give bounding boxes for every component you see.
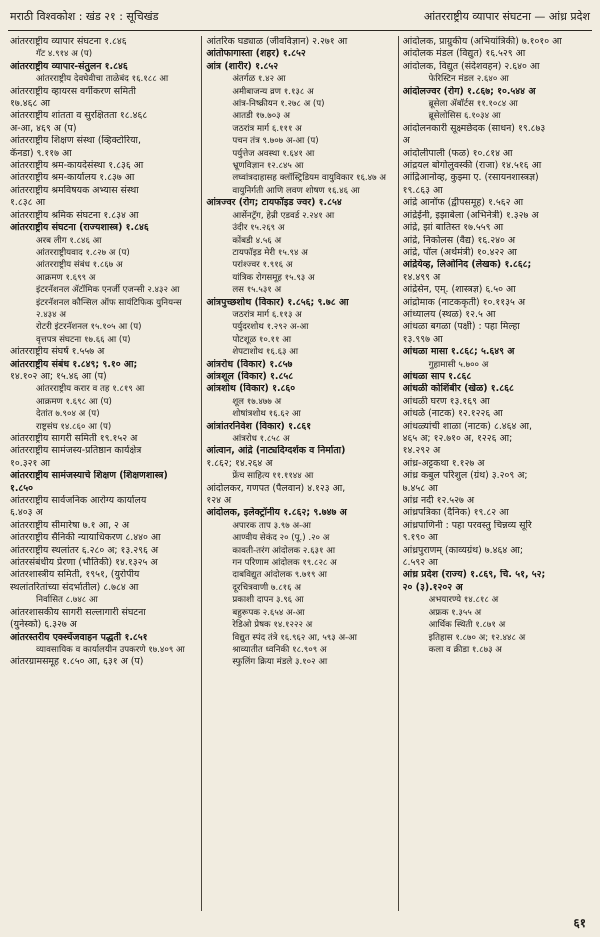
index-subentry: आक्रमण १.६९९ अ xyxy=(36,272,96,283)
index-entry: आंत्रशूल (विकार) १.८५८ xyxy=(206,370,294,382)
index-entry: आंतरराष्ट्रीय स्थलांतर ६.२८० अ; १३.२९६ अ xyxy=(10,544,158,556)
index-entry: आंतरराष्ट्रीय श्रम-कार्यालय १.८३७ आ xyxy=(10,172,135,184)
index-entry: आंत्वान, आंद्रे (नाट्यदिग्दर्शक व निर्माता) xyxy=(206,445,346,457)
index-entry: आंतरशास्त्रीय समिती, १९५१, (युरोपीय xyxy=(10,569,140,581)
index-entry: आंतरराष्ट्रीय सार्वजनिक आरोग्य कार्यालय xyxy=(10,495,147,507)
index-entry: आंतरराष्ट्रीय शिक्षण संस्था (व्हिक्टोरिया, xyxy=(10,135,141,147)
index-subentry: गुहामासी ५.७०० अ xyxy=(428,359,489,370)
index-entry: आंतरराष्ट्रीय सीमारेषा ७.१ आ, २ अ xyxy=(10,519,130,531)
index-entry: आंद्रे, निकोलस (वैद्य) १६.२४० अ xyxy=(402,234,516,246)
index-subentry: आर्थिक स्थिती १.८७१ अ xyxy=(428,620,506,631)
index-subentry: कावती-तरंग आंदोलक २.६३१ आ xyxy=(232,545,335,556)
index-subentry: आंतरराष्ट्रीयवाद १.८२७ अ (प) xyxy=(36,247,130,258)
index-entry: आंतरराष्ट्रीय श्रम-कायदेसंस्था १.८३६ आ xyxy=(10,160,144,172)
index-entry: आंतरसंबंधीय प्रेरणा (भौतिकी) १४.१३२५ अ xyxy=(10,557,158,569)
index-subentry: शोषांत्रशोथ १६.६२ आ xyxy=(232,409,301,420)
index-subentry: पर्युदरशोथ १.२९२ अ-आ xyxy=(232,322,309,333)
index-subentry: अमीबाजन्य व्रण १.१३८ अ xyxy=(232,86,314,97)
index-entry: स्थलांतरितांच्या संदर्भातील) ८.७८४ आ xyxy=(10,581,139,593)
index-subentry: लघ्वांत्रदाहासह क्लॉस्ट्रिडियम वायुविकार १६.४७ अ xyxy=(232,173,386,184)
index-entry: आंदोलज्वर (रोग) १.८६७; १०.५४४ अ xyxy=(402,85,536,97)
index-subentry: देतांत ७.९०४ अ (प) xyxy=(36,409,100,420)
index-entry: आंध्र-अट्टकथा १.१२७ अ xyxy=(402,457,485,469)
index-entry: आंद्रेसेन, एम्. (शास्त्रज्ञ) ६.५० आ xyxy=(402,284,516,296)
index-subentry: लस १५.५३१ अ xyxy=(232,285,282,296)
index-entry: आंधळा साप १.८६८ xyxy=(402,370,472,382)
index-entry: आंद्रेईनी, इझाबेला (अभिनेत्री) १.३२७ अ xyxy=(402,209,539,221)
index-subentry: ब्रूसेलोसिस ६.१०३४ आ xyxy=(428,111,501,122)
index-entry: आंतरराष्ट्रीय संबंध १.८४९; ९.१० आ; xyxy=(10,358,138,370)
index-entry: आंदोलक मंडल (विद्युत) १६.५२९ आ xyxy=(402,48,526,60)
index-entry: आंद्रिआनोव्ह, कुझ्मा ए. (रसायनशास्त्रज्ञ) xyxy=(402,172,539,184)
index-entry: आंद्रयल बोगोलुवस्की (राजा) १४.५१६ आ xyxy=(402,160,542,172)
index-entry: १.८६२; १४.२६४ अ xyxy=(206,457,273,469)
index-entry: आंधळ्यांची शाळा (नाटक) ८.४६४ आ, xyxy=(402,420,532,432)
index-subentry: निर्वासित ८.७४८ आ xyxy=(36,595,98,606)
index-entry: १.८३८ आ xyxy=(10,197,46,209)
index-entry: आंतरराष्ट्रीय व्हायरस वर्गीकरण समिती xyxy=(10,85,136,97)
index-entry: आंतरराष्ट्रीय सामंजस्य-प्रतिष्ठान कार्यक्षेत्र xyxy=(10,445,142,457)
index-entry: आंत्रांतरनिवेश (विकार) १.८६१ xyxy=(206,420,312,432)
index-subentry: फ्रेंच साहित्य ११.११४४ आ xyxy=(232,471,314,482)
index-entry: आंध्यालय (स्थळ) १२.५ आ xyxy=(402,308,496,320)
index-subentry: इतिहास १.८७० अ; १२.४४८ अ xyxy=(428,632,526,643)
index-entry: आंतरराष्ट्रीय संघर्ष १.५५७ अ xyxy=(10,346,105,358)
index-subentry: टायफॉइड मेरी १५.९४ अ xyxy=(232,247,308,258)
index-subentry: २.४३४ अ xyxy=(36,309,66,320)
index-entry: आंधळा बगळा (पक्षी) : पहा मिल्हा xyxy=(402,321,520,333)
index-entry: आंद्रे, झां बातिस्त १७.५५९ आ xyxy=(402,222,504,234)
index-subentry: फेरिस्टिन मंडल २.६४० आ xyxy=(428,74,509,85)
index-subentry: आण्वीय सेकंद २० (पू.) .२० अ xyxy=(232,533,330,544)
index-entry: १४.४९९ अ xyxy=(402,271,441,283)
index-entry: आंद्रे आनॉफ (द्वीपसमूह) १.५६२ आ xyxy=(402,197,524,209)
page-header xyxy=(10,6,590,26)
index-subentry: रोटरी इंटरनॅशनल १५.१०५ आ (प) xyxy=(36,322,142,333)
index-subentry: अंतर्गळ १.४२ आ xyxy=(232,74,286,85)
index-subentry: अभयारण्ये १४.८१८ अ xyxy=(428,595,499,606)
index-subentry: वायुनिर्गती आणि लवण शोषण १६.४६ आ xyxy=(232,185,360,196)
index-entry: आंदोलक, इलेक्ट्रॉनीय १.८६२; ९.७४७ अ xyxy=(206,507,347,519)
index-entry: आंधळा मासा १.८६८; ५.६४९ अ xyxy=(402,346,515,358)
index-subentry: बहुरूपक २.६५४ अ-आ xyxy=(232,607,305,618)
index-subentry: यांत्रिक रोगसमूह १५.९३ अ xyxy=(232,272,315,283)
index-entry: आंदोलक, प्राग्रुकीय (अभियांत्रिकी) ७.१०१० आ xyxy=(402,36,562,47)
index-entry: १२४ अ xyxy=(206,495,232,507)
index-entry: आंतरस्तरीय एक्स्चेंजवाहन पद्धती १.८५१ xyxy=(10,631,148,643)
index-subentry: वृत्तपत्र संघटना १७.६६ आ (प) xyxy=(36,334,131,345)
index-subentry: पोटशूळ १०.११ आ xyxy=(232,334,291,345)
index-entry: (युनेस्को) ६.३२७ अ xyxy=(10,619,77,631)
index-subentry: आंत्र-निष्क्रीयन १.२७८ अ (प) xyxy=(232,99,325,110)
index-subentry: इंटरनॅशनल ॲटॉमिक एनर्जी एजन्सी २.४३२ आ xyxy=(36,285,180,296)
index-entry: आंदोलकर, गणपत (पैलवान) ४.१२३ आ, xyxy=(206,482,346,494)
index-entry: १०.३२१ आ xyxy=(10,457,50,469)
index-entry: आंध्रपत्रिका (दैनिक) १९.८२ आ xyxy=(402,507,509,519)
index-entry: आंतरराष्ट्रीय व्यापार संघटना १.८४६ xyxy=(10,36,127,47)
index-entry: आंत्रपुच्छशोथ (विकार) १.८५६; ९.७८ आ xyxy=(206,296,349,308)
index-subentry: पचन तंत्र ९.७०७ अ-आ (प) xyxy=(232,136,319,147)
index-entry: आंतरराष्ट्रीय सामंजस्याचे शिक्षण (शिक्षणशास्त्र) xyxy=(10,470,168,482)
index-entry: आंध्र कबुल परिशुल (ग्रंथ) ३.२०९ अ; xyxy=(402,470,528,482)
index-entry: आंदोलीपाली (फळ) १०.८१४ आ xyxy=(402,147,513,159)
index-entry: आंतरिक घड्याळ (जीवविज्ञान) २.२७१ आ xyxy=(206,36,348,47)
index-subentry: ब्रूसेला ॲबॉर्टस ११.१०८४ आ xyxy=(428,99,518,110)
index-subentry: रेडिओ प्रेषक १४.१२२२ अ xyxy=(232,620,313,631)
index-entry: १४.२९२ अ xyxy=(402,445,441,457)
index-entry: २० (३).१२०२ अ xyxy=(402,581,463,593)
index-entry: आंद्रेयेव्ह, लिओनिद (लेखक) १.८६८; xyxy=(402,259,532,271)
index-columns xyxy=(6,36,594,911)
index-entry: आंतरराष्ट्रीय व्यापार-संतुलन १.८४६ xyxy=(10,60,128,72)
index-entry: आंतोफागास्ता (शहर) १.८५२ xyxy=(206,48,306,60)
index-subentry: आंतरराष्ट्रीय करार व तह १.८१९ आ xyxy=(36,384,145,395)
index-entry: अ xyxy=(402,135,410,147)
index-subentry: भ्रूणविज्ञान १२.८४५ आ xyxy=(232,161,304,172)
index-subentry: व्यावसायिक व कार्यालयीन उपकरणे १७.४०९ आ xyxy=(36,644,185,655)
index-entry: आंतरराष्ट्रीय श्रमविषयक अभ्यास संस्था xyxy=(10,184,139,196)
index-subentry: राष्ट्रसंघ १४.८६० आ (प) xyxy=(36,421,112,432)
index-subentry: आंतरराष्ट्रीय संबंध १.८६७ अ xyxy=(36,260,123,271)
index-column-1 xyxy=(6,36,201,911)
index-subentry: जठरांत्र मार्ग ६.१११ अ xyxy=(232,123,302,134)
running-head-right: आंतरराष्ट्रीय व्यापार संघटना — आंध्र प्रदेश xyxy=(423,9,590,23)
index-subentry: श्राव्यातीत ध्वनिकी १८.९०९ अ xyxy=(232,644,327,655)
index-entry: ८.५९२ आ xyxy=(402,557,438,569)
index-entry: १४.१०२ आ; १५.४६ आ (प) xyxy=(10,370,107,382)
index-entry: १३.९९७ आ xyxy=(402,333,443,345)
index-subentry: इंटरनॅशनल कौन्सिल ऑफ सायंटिफिक युनियन्स xyxy=(36,297,182,308)
index-entry: आंतरराष्ट्रीय सागरी समिती १९.१५२ अ xyxy=(10,433,138,444)
header-divider xyxy=(8,30,592,31)
index-entry: आंत्ररोध (विकार) १.८५७ xyxy=(206,358,293,370)
index-subentry: आंत्ररोध १.८५८ अ xyxy=(232,434,290,444)
index-subentry: प्रकाशी दापन ३.९६ आ xyxy=(232,595,304,606)
running-head-left: मराठी विश्वकोश : खंड २१ : सूचिखंड xyxy=(10,9,159,23)
index-subentry: कोंबडी ४.५६ अ xyxy=(232,235,282,246)
index-subentry: आर्सेनट्रॅग, हेन्री एडवर्ड २.२४१ आ xyxy=(232,210,335,221)
index-entry: आंधळी घरण १३.१६९ आ xyxy=(402,395,490,407)
index-entry: ७.४५८ आ xyxy=(402,482,438,494)
index-entry: आंतरराष्ट्रीय सैनिकी न्यायाधिकरण ८.४४० आ xyxy=(10,532,161,544)
index-entry: ९.१९० आ xyxy=(402,532,438,544)
index-subentry: अरब लीग १.८४६ आ xyxy=(36,235,102,246)
index-entry: अ-आ, ४६९ अ (प) xyxy=(10,122,77,134)
index-subentry: शेपटाशोथ १६.६३ आ xyxy=(232,347,299,358)
index-entry: आंध्र प्रदेश (राज्य) १.८६९, चि. ५१, ५२; xyxy=(402,569,546,581)
index-subentry: विद्युत स्पंद तंत्रे १६.९६२ आ, ५९३ अ-आ xyxy=(232,632,357,643)
index-subentry: कला व क्रीडा १.८७३ अ xyxy=(428,644,502,655)
index-subentry: परांश्ज्वर १.९१६ अ xyxy=(232,260,293,271)
index-entry: आंधळी कोशिंबीर (खेळ) १.८६८ xyxy=(402,383,514,395)
index-subentry: आक्रमण १.६९८ आ (प) xyxy=(36,396,112,407)
index-entry: आंधळे (नाटक) १२.१२२६ आ xyxy=(402,408,503,420)
index-subentry: उंदीर १५.२६९ अ xyxy=(232,223,285,234)
index-column-3 xyxy=(398,36,594,911)
page-number: ६१ xyxy=(573,916,586,930)
index-entry: १९.८६३ आ xyxy=(402,184,443,196)
index-column-2 xyxy=(201,36,397,911)
index-subentry: आंतरराष्ट्रीय देवघेवीचा ताळेबंद १६.१८८ आ xyxy=(36,74,169,85)
index-subentry: दाबविद्युत आंदोलक ९.७१९ आ xyxy=(232,570,327,581)
index-entry: आंतरशासकीय सागरी सल्लागारी संघटना xyxy=(10,606,146,618)
index-entry: आंध्रपुराणम् (काव्यग्रंथ) ७.४६४ आ; xyxy=(402,544,524,556)
index-entry: ६.४०३ अ xyxy=(10,507,43,519)
index-subentry: अफ्रक १.३५५ अ xyxy=(428,607,482,618)
index-entry: आंद्रे, पॉल (अर्थमंत्री) १०.४२२ आ xyxy=(402,246,517,258)
index-entry: आंतरग्रामसमूह १.८५० आ, ६३१ अ (प) xyxy=(10,656,144,668)
index-entry: आंतरराष्ट्रीय शांतता व सुरक्षितता १८.४६८ xyxy=(10,110,148,122)
index-subentry: शूल १७.४७७ अ xyxy=(232,396,282,407)
index-subentry: आतडी १७.७०३ अ xyxy=(232,111,290,122)
index-entry: आंध्र नदी १२.५२७ अ xyxy=(402,495,475,507)
index-subentry: गन परिणाम आंदोलक १९.८२८ अ xyxy=(232,558,337,569)
index-entry: १७.४६८ आ xyxy=(10,98,50,110)
index-subentry: जठरांत्र मार्ग ६.११३ अ xyxy=(232,309,302,320)
index-entry: आंदोलक, विद्युत (संदेशवहन) २.६४० आ xyxy=(402,60,540,72)
index-entry: आंतरराष्ट्रीय श्रमिक संघटना १.८३४ आ xyxy=(10,209,139,221)
index-entry: आंतरराष्ट्रीय संघटना (राज्यशास्त्र) १.८४६ xyxy=(10,222,149,234)
index-entry: आंत्र (शारीर) १.८५२ xyxy=(206,60,279,72)
index-entry: १.८५० xyxy=(10,482,34,494)
index-entry: आंत्रज्वर (रोग; टायफॉइड ज्वर) १.८५४ xyxy=(206,197,342,209)
index-entry: आंध्रपाणिनी : पहा परवस्तु चिन्नव्य सूरि xyxy=(402,519,532,531)
index-entry: आंद्रोमाक (नाटककृती) १०.११३५ अ xyxy=(402,296,526,308)
index-entry: कॅनडा) ९.११७ आ xyxy=(10,147,72,159)
index-subentry: दूरचित्रवाणी ७.८१६ अ xyxy=(232,582,301,593)
index-subentry: अपारक ताप ३.९७ अ-आ xyxy=(232,520,311,531)
index-entry: आंत्रशोथ (विकार) १.८६० xyxy=(206,383,296,395)
index-entry: ४६५ अ; १२.७१० अ, १२२६ आ; xyxy=(402,433,513,444)
index-subentry: गॅट ४.९१४ अ (प) xyxy=(36,49,93,60)
index-subentry: पर्युत्तेज अवस्था १.६४१ आ xyxy=(232,148,315,159)
index-entry: आंदोलनकारी सूक्ष्मछेदक (साधन) १९.८७३ xyxy=(402,122,546,134)
index-subentry: स्फुलिंग क्रिया मंडले ३.१०२ आ xyxy=(232,657,328,668)
